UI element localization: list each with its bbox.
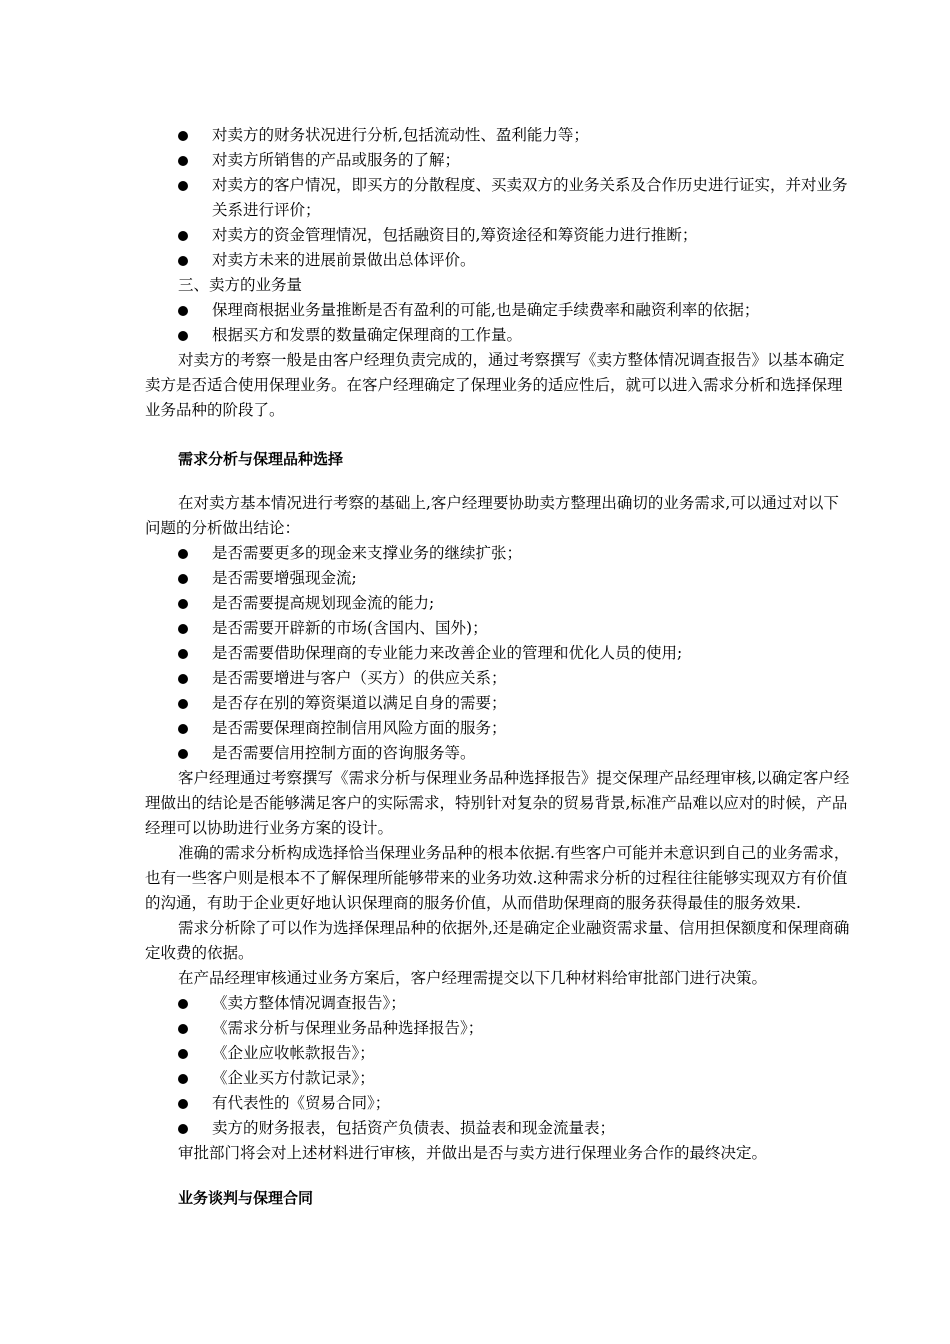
paragraph-line: 的沟通，有助于企业更好地认识保理商的服务价值，从而借助保理商的服务获得最佳的服务效果. (145, 894, 801, 912)
paragraph-line: 理做出的结论是否能够满足客户的实际需求，特别针对复杂的贸易背景,标准产品难以应对的时候，产品 (145, 794, 848, 812)
bullet-icon (178, 749, 188, 759)
section-heading-demand: 需求分析与保理品种选择 (178, 450, 344, 468)
list-item: 对卖方的财务状况进行分析,包括流动性、盈利能力等； (0, 123, 950, 148)
bullet-icon (178, 306, 188, 316)
list-item: 根据买方和发票的数量确定保理商的工作量。 (0, 323, 950, 348)
bullet-icon (178, 1074, 188, 1084)
section-heading-contract: 业务谈判与保理合同 (178, 1189, 314, 1207)
list-item-continuation: 关系进行评价； (212, 201, 321, 219)
paragraph-line: 客户经理通过考察撰写《需求分析与保理业务品种选择报告》提交保理产品经理审核,以确定客户经 (178, 769, 850, 787)
paragraph-line: 定收费的依据。 (145, 944, 254, 962)
paragraph-line: 卖方是否适合使用保理业务。在客户经理确定了保理业务的适应性后，就可以进入需求分析和选择保理 (145, 376, 843, 394)
bullet-icon (178, 674, 188, 684)
list-item: 对卖方的资金管理情况，包括融资目的,筹资途径和筹资能力进行推断； (0, 223, 950, 248)
bullet-icon (178, 724, 188, 734)
bullet-icon (178, 699, 188, 709)
bullet-icon (178, 156, 188, 166)
bullet-icon (178, 549, 188, 559)
bullet-icon (178, 131, 188, 141)
bullet-icon (178, 574, 188, 584)
list-item: 对卖方未来的进展前景做出总体评价。 (0, 248, 950, 273)
bullet-icon (178, 1124, 188, 1134)
list-item: 《企业买方付款记录》； (0, 1066, 950, 1091)
bullet-icon (178, 181, 188, 191)
bullet-icon (178, 599, 188, 609)
seller-analysis-list (0, 123, 950, 423)
paragraph-line: 也有一些客户则是根本不了解保理所能够带来的业务功效.这种需求分析的过程往往能够实现双方有价值 (145, 869, 848, 887)
list-item: 是否需要借助保理商的专业能力来改善企业的管理和优化人员的使用; (0, 641, 950, 666)
list-item: 是否需要提高规划现金流的能力; (0, 591, 950, 616)
bullet-icon (178, 1024, 188, 1034)
list-item: 是否需要增强现金流; (0, 566, 950, 591)
list-item: 卖方的财务报表，包括资产负债表、损益表和现金流量表； (0, 1116, 950, 1141)
subheading-business-volume: 三、卖方的业务量 (178, 276, 303, 294)
bullet-icon (178, 1099, 188, 1109)
paragraph-line: 对卖方的考察一般是由客户经理负责完成的，通过考察撰写《卖方整体情况调查报告》以基本确定 (178, 351, 845, 369)
bullet-icon (178, 331, 188, 341)
paragraph-line: 需求分析除了可以作为选择保理品种的依据外,还是确定企业融资需求量、信用担保额度和保理商确 (178, 919, 850, 937)
bullet-icon (178, 999, 188, 1009)
list-item: 是否需要信用控制方面的咨询服务等。 (0, 741, 950, 766)
list-item: 是否需要更多的现金来支撑业务的继续扩张； (0, 541, 950, 566)
bullet-icon (178, 624, 188, 634)
bullet-icon (178, 649, 188, 659)
paragraph-line: 审批部门将会对上述材料进行审核，并做出是否与卖方进行保理业务合作的最终决定。 (178, 1144, 768, 1162)
bullet-icon (178, 231, 188, 241)
list-item: 有代表性的《贸易合同》； (0, 1091, 950, 1116)
paragraph-line: 业务品种的阶段了。 (145, 401, 285, 419)
demand-section (0, 491, 950, 1166)
list-item: 《卖方整体情况调查报告》； (0, 991, 950, 1016)
list-item: 是否需要开辟新的市场(含国内、国外)； (0, 616, 950, 641)
list-item: 是否需要增进与客户（买方）的供应关系； (0, 666, 950, 691)
paragraph-line: 在对卖方基本情况进行考察的基础上,客户经理要协助卖方整理出确切的业务需求,可以通过对以下 (178, 494, 839, 512)
list-item: 是否需要保理商控制信用风险方面的服务； (0, 716, 950, 741)
paragraph-line: 在产品经理审核通过业务方案后，客户经理需提交以下几种材料给审批部门进行决策。 (178, 969, 768, 987)
list-item: 保理商根据业务量推断是否有盈利的可能,也是确定手续费率和融资利率的依据； (0, 298, 950, 323)
list-item: 对卖方的客户情况，即买方的分散程度、买卖双方的业务关系及合作历史进行证实，并对业务 (0, 173, 950, 198)
list-item: 对卖方所销售的产品或服务的了解； (0, 148, 950, 173)
paragraph-line: 问题的分析做出结论： (145, 519, 301, 537)
list-item: 《企业应收帐款报告》； (0, 1041, 950, 1066)
list-item: 《需求分析与保理业务品种选择报告》； (0, 1016, 950, 1041)
bullet-icon (178, 256, 188, 266)
list-item: 是否存在别的筹资渠道以满足自身的需要； (0, 691, 950, 716)
bullet-icon (178, 1049, 188, 1059)
paragraph-line: 准确的需求分析构成选择恰当保理业务品种的根本依据.有些客户可能并未意识到自己的业务需求， (178, 844, 850, 862)
paragraph-line: 经理可以协助进行业务方案的设计。 (145, 819, 394, 837)
